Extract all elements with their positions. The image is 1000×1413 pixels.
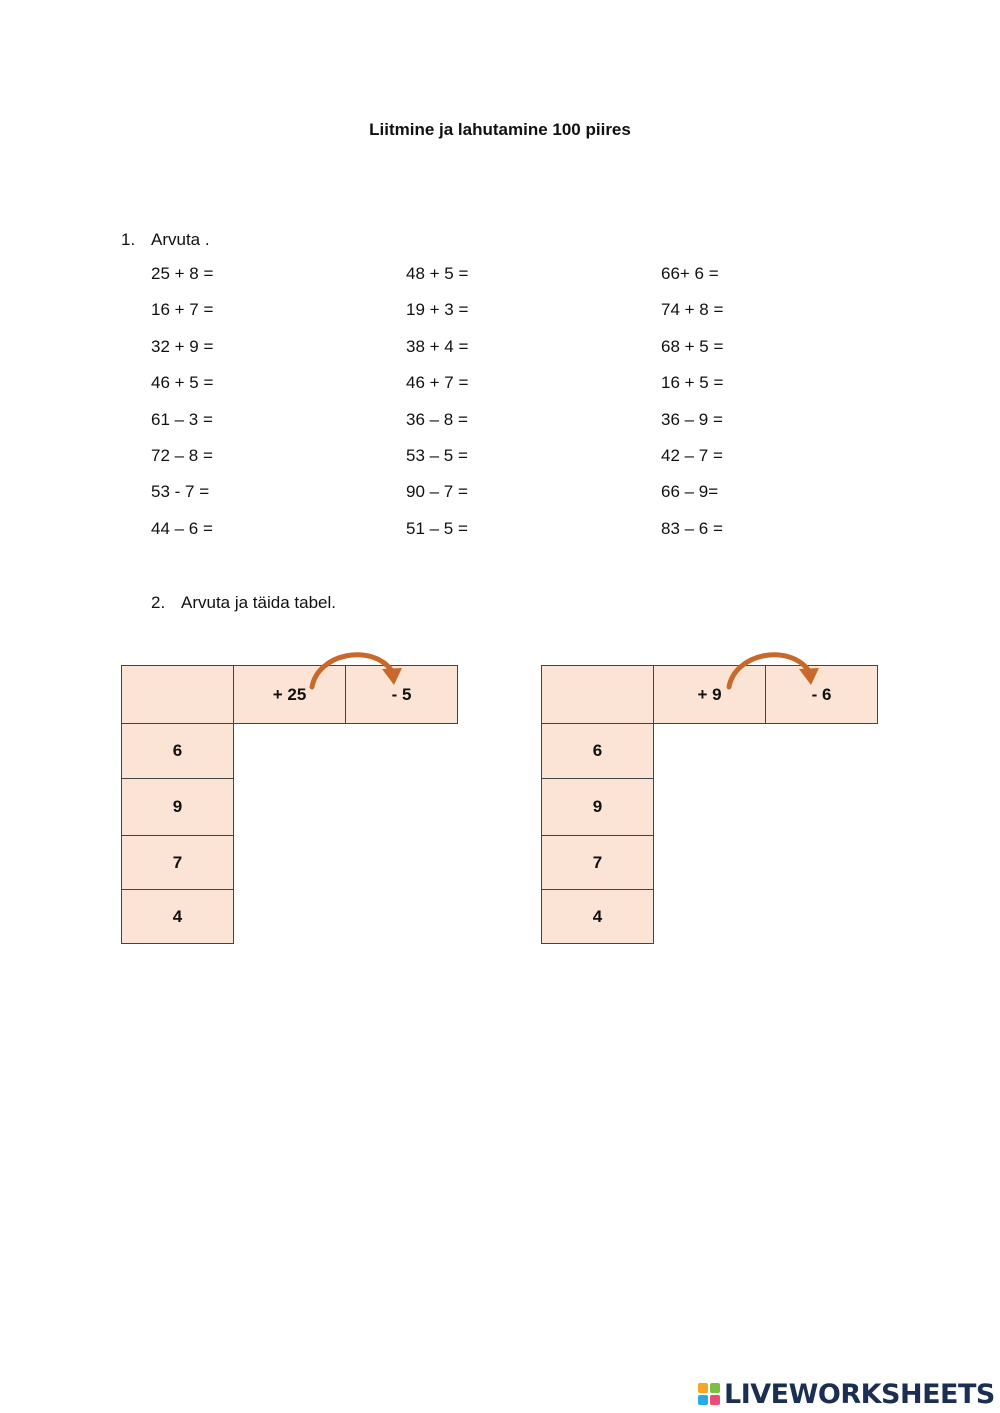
problem: 36 – 8 = <box>406 409 468 429</box>
chain-table-2 <box>541 665 878 944</box>
problem: 46 + 7 = <box>406 373 469 393</box>
problem: 25 + 8 = <box>151 264 214 283</box>
problem: 74 + 8 = <box>661 300 724 320</box>
problem: 16 + 5 = <box>661 373 724 393</box>
start-number: 9 <box>592 797 603 816</box>
page-title: Liitmine ja lahutamine 100 piires <box>369 120 631 139</box>
operation-label: - 6 <box>811 684 832 704</box>
problem: 68 + 5 = <box>661 336 724 356</box>
problem: 83 – 6 = <box>661 518 723 538</box>
problem: 48 + 5 = <box>406 264 469 283</box>
curved-arrow-icon <box>723 647 823 689</box>
problem: 36 – 9 = <box>661 409 723 429</box>
operation-label: + 25 <box>272 684 307 704</box>
problem: 42 – 7 = <box>661 445 723 465</box>
task1-number: 1. <box>121 230 136 249</box>
start-number: 7 <box>592 852 603 872</box>
start-number-cell <box>541 835 654 890</box>
problem: 66+ 6 = <box>661 264 719 283</box>
start-number-cell <box>121 835 234 890</box>
problem: 72 – 8 = <box>151 445 213 465</box>
curved-arrow-icon <box>306 647 406 689</box>
start-number: 6 <box>172 741 183 760</box>
problem: 90 – 7 = <box>406 482 468 502</box>
table-corner-cell <box>541 665 654 724</box>
task2-heading <box>151 593 336 613</box>
start-number: 6 <box>592 741 603 760</box>
problem: 53 – 5 = <box>406 445 468 465</box>
problem: 51 – 5 = <box>406 518 468 538</box>
problem: 19 + 3 = <box>406 300 469 320</box>
task2-number: 2. <box>151 593 166 612</box>
problem: 16 + 7 = <box>151 300 214 320</box>
start-number-cell <box>541 723 654 779</box>
table-corner-cell <box>121 665 234 724</box>
start-number-cell <box>541 889 654 944</box>
start-number: 9 <box>172 797 183 816</box>
problem: 44 – 6 = <box>151 518 213 538</box>
start-number: 7 <box>172 852 183 872</box>
problem: 46 + 5 = <box>151 373 214 393</box>
start-number-cell <box>121 778 234 836</box>
operation-label: - 5 <box>391 684 412 704</box>
start-number: 4 <box>172 906 183 926</box>
problem: 38 + 4 = <box>406 336 469 356</box>
task1-problems <box>151 264 911 555</box>
problem: 32 + 9 = <box>151 336 214 356</box>
task1-heading <box>121 230 210 250</box>
task1-instruction: Arvuta . <box>151 230 210 249</box>
problem: 53 - 7 = <box>151 482 210 502</box>
problem: 66 – 9= <box>661 482 719 502</box>
task2-instruction: Arvuta ja täida tabel. <box>181 593 336 612</box>
problem: 61 – 3 = <box>151 409 213 429</box>
logo-text: LIVEWORKSHEETS <box>724 1378 995 1410</box>
start-number: 4 <box>592 906 603 926</box>
operation-label: + 9 <box>697 684 722 704</box>
start-number-cell <box>121 889 234 944</box>
liveworksheets-logo <box>698 1377 995 1411</box>
chain-table-1 <box>121 665 458 944</box>
logo-mark-icon <box>698 1383 720 1405</box>
start-number-cell <box>541 778 654 836</box>
start-number-cell <box>121 723 234 779</box>
